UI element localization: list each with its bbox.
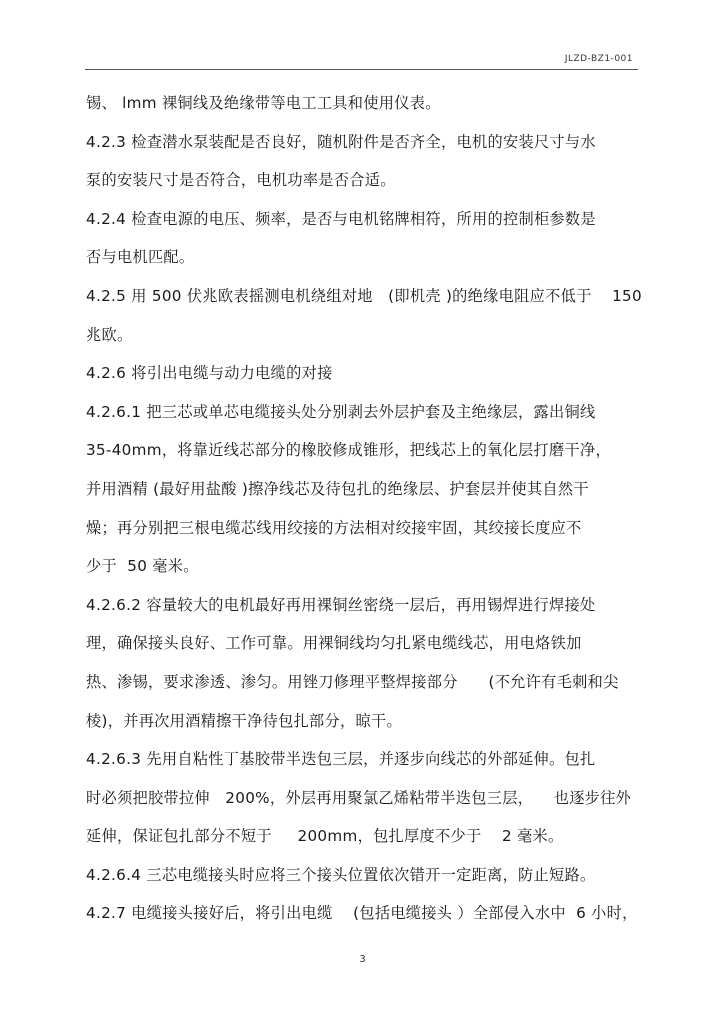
body-line: 否与电机匹配。 (86, 248, 195, 267)
body-line: 35-40mm，将靠近线芯部分的橡胶修成锥形，把线芯上的氧化层打磨干净， (86, 441, 611, 460)
document-code: JLZD-BZ1-001 (564, 54, 633, 64)
body-line: 热、渗锡，要求渗透、渗匀。用锉刀修理平整焊接部分 (不允许有毛刺和尖 (86, 672, 619, 691)
body-line: 兆欧。 (86, 325, 133, 344)
body-line: 并用酒精 (最好用盐酸 )擦净线芯及待包扎的绝缘层、护套层并使其自然干 (86, 479, 589, 498)
body-line: 4.2.6.1 把三芯或单芯电缆接头处分别剥去外层护套及主绝缘层，露出铜线 (86, 402, 596, 421)
body-line: 4.2.3 检查潜水泵装配是否良好，随机附件是否齐全，电机的安装尺寸与水 (86, 132, 596, 151)
body-line: 4.2.4 检查电源的电压、频率，是否与电机铭牌相符，所用的控制柜参数是 (86, 209, 596, 228)
body-line: 延伸，保证包扎部分不短于 200mm，包扎厚度不少于 2 毫米。 (86, 827, 564, 846)
body-line: 4.2.6.2 容量较大的电机最好再用裸铜丝密绕一层后，再用锡焊进行焊接处 (86, 595, 596, 614)
body-line: 泵的安装尺寸是否符合，电机功率是否合适。 (86, 171, 396, 190)
body-line: 棱)，并再次用酒精擦干净待包扎部分，晾干。 (86, 711, 402, 730)
body-line: 4.2.7 电缆接头接好后，将引出电缆 (包括电缆接头 ）全部侵入水中 6 小时， (86, 904, 638, 923)
body-line: 4.2.6.3 先用自粘性丁基胶带半迭包三层，并逐步向线芯的外部延伸。包扎 (86, 750, 596, 769)
body-line: 锡、 lmm 裸铜线及绝缘带等电工工具和使用仪表。 (86, 94, 441, 112)
body-line: 少于 50 毫米。 (86, 557, 199, 576)
body-line: 理，确保接头良好、工作可靠。用裸铜线均匀扎紧电缆线芯，用电烙铁加 (86, 634, 582, 653)
header-divider (85, 69, 638, 70)
page-number: 3 (359, 954, 366, 965)
body-line: 4.2.6.4 三芯电缆接头时应将三个接头位置依次错开一定距离，防止短路。 (86, 865, 596, 884)
body-line: 时必须把胶带拉伸 200%，外层再用聚氯乙烯粘带半迭包三层， 也逐步往外 (86, 788, 632, 807)
document-body (86, 84, 646, 933)
body-line: 4.2.6 将引出电缆与动力电缆的对接 (86, 364, 333, 383)
body-line: 燥；再分别把三根电缆芯线用绞接的方法相对绞接牢固，其绞接长度应不 (86, 518, 582, 537)
body-line: 4.2.5 用 500 伏兆欧表摇测电机绕组对地 (即机壳 )的绝缘电阻应不低于 150 (86, 286, 642, 305)
